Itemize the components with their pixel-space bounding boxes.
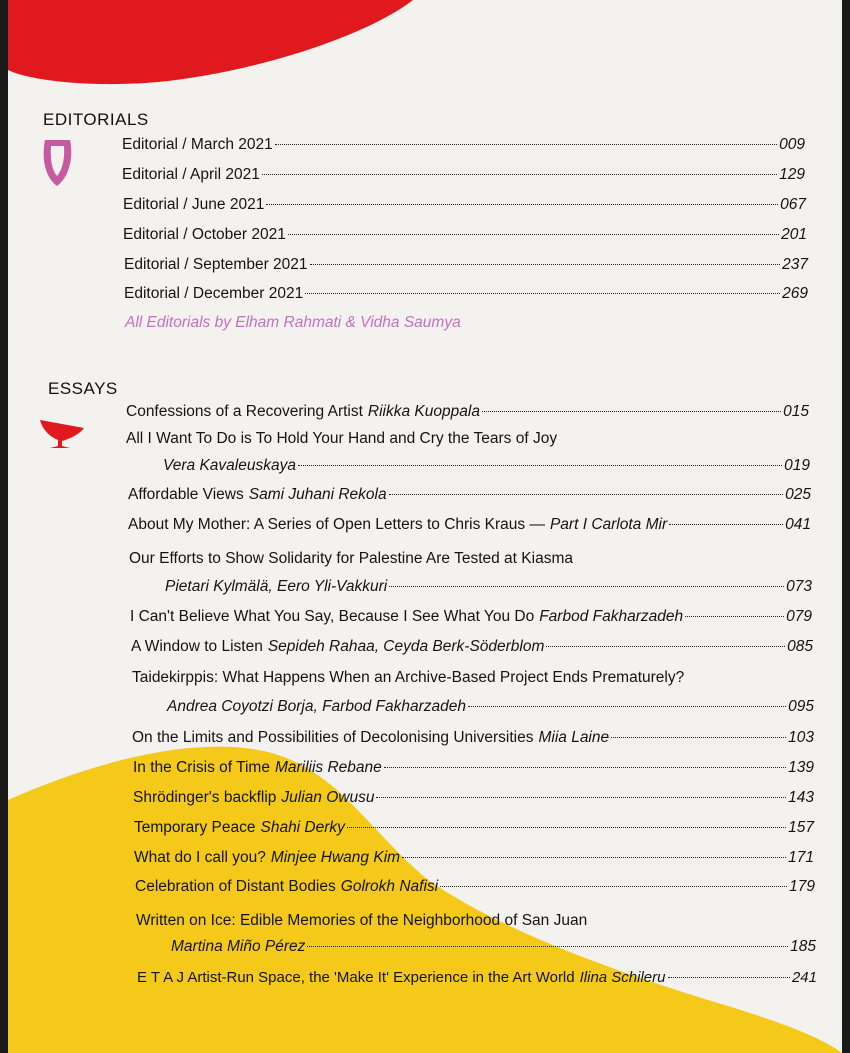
page-number: 095	[788, 698, 814, 715]
leader-dots	[402, 857, 786, 858]
leader-dots	[266, 204, 778, 205]
essay-author: Andrea Coyotzi Borja, Farbod Fakharzadeh	[167, 698, 466, 715]
essay-author: Part I Carlota Mir	[549, 516, 668, 533]
essay-author: Minjee Hwang Kim	[270, 849, 401, 866]
essay-title: I Can't Believe What You Say, Because I See What You Do	[130, 608, 535, 625]
essay-entry[interactable]	[137, 969, 817, 986]
essay-entry[interactable]	[163, 457, 810, 475]
leader-dots	[384, 767, 786, 768]
contents-page	[8, 0, 842, 1053]
leader-dots	[546, 646, 785, 647]
essay-title: About My Mother: A Series of Open Letters to Chris Kraus —	[128, 516, 545, 533]
red-blob-shape	[8, 0, 413, 84]
editorial-entry[interactable]	[122, 166, 805, 184]
leader-dots	[310, 264, 781, 265]
essay-author: Riikka Kuoppala	[367, 403, 480, 420]
page-number: 241	[791, 969, 817, 986]
essay-entry[interactable]	[171, 938, 816, 956]
essay-author: Sami Juhani Rekola	[248, 486, 387, 503]
essay-title[interactable]: Taidekirppis: What Happens When an Archive-Based Project Ends Prematurely?	[132, 669, 685, 686]
page-number: 185	[790, 938, 816, 955]
essay-author: Pietari Kylmälä, Eero Yli-Vakkuri	[165, 578, 388, 595]
essay-entry[interactable]	[130, 608, 812, 626]
leader-dots	[669, 524, 783, 525]
page-number: 157	[788, 819, 814, 836]
page-number: 269	[782, 285, 808, 302]
page-number: 201	[781, 226, 807, 243]
leader-dots	[389, 586, 784, 587]
entry-title: Editorial / September 2021	[124, 256, 308, 273]
essay-author: Ilina Schileru	[579, 969, 666, 986]
entry-title: Editorial / October 2021	[123, 226, 286, 243]
page-number: 179	[789, 878, 815, 895]
essay-title: A Window to Listen	[131, 638, 263, 655]
essay-title: What do I call you?	[134, 849, 266, 866]
leader-dots	[611, 737, 786, 738]
essay-title: Temporary Peace	[134, 819, 256, 836]
leader-dots	[307, 946, 788, 947]
leader-dots	[376, 797, 786, 798]
page-number: 129	[779, 166, 805, 183]
essay-title[interactable]: All I Want To Do is To Hold Your Hand and Cry the Tears of Joy	[126, 430, 558, 447]
page-number: 073	[786, 578, 812, 595]
essay-entry[interactable]	[126, 403, 809, 421]
essay-entry[interactable]	[132, 729, 814, 747]
essays-heading: ESSAYS	[48, 379, 118, 398]
essay-author: Shahi Derky	[260, 819, 345, 836]
leader-dots	[668, 977, 790, 978]
page-number: 067	[780, 196, 806, 213]
editorials-credit: All Editorials by Elham Rahmati & Vidha Saumya	[125, 314, 461, 331]
editorials-heading: EDITORIALS	[43, 110, 149, 129]
essay-entry[interactable]	[128, 486, 811, 504]
essay-title[interactable]: Written on Ice: Edible Memories of the Neighborhood of San Juan	[136, 912, 588, 929]
essay-title: Celebration of Distant Bodies	[135, 878, 336, 895]
essay-author: Vera Kavaleuskaya	[163, 457, 296, 474]
essay-author: Miia Laine	[538, 729, 610, 746]
essay-author: Martina Miño Pérez	[171, 938, 306, 955]
editorial-entry[interactable]	[122, 136, 805, 154]
page-number: 009	[779, 136, 805, 153]
leader-dots	[468, 706, 786, 707]
essay-entry[interactable]	[133, 759, 814, 777]
essay-entry[interactable]	[165, 578, 812, 596]
page-number: 237	[782, 256, 808, 273]
editorial-entry[interactable]	[124, 256, 808, 274]
page-number: 143	[788, 789, 814, 806]
entry-title: Editorial / March 2021	[122, 136, 273, 153]
essay-author: Mariliis Rebane	[274, 759, 382, 776]
page-number: 041	[785, 516, 811, 533]
essay-title: On the Limits and Possibilities of Decolonising Universities	[132, 729, 534, 746]
page-number: 079	[786, 608, 812, 625]
editorial-entry[interactable]	[123, 196, 806, 214]
essay-title: Affordable Views	[128, 486, 244, 503]
red-chalice-icon	[40, 420, 84, 448]
entry-title: Editorial / June 2021	[123, 196, 265, 213]
essay-entry[interactable]	[133, 789, 814, 807]
essay-title: In the Crisis of Time	[133, 759, 270, 776]
essay-entry[interactable]	[128, 516, 811, 534]
leader-dots	[275, 144, 777, 145]
leader-dots	[305, 293, 780, 294]
leader-dots	[389, 494, 784, 495]
leader-dots	[685, 616, 784, 617]
pink-drop-icon	[44, 140, 72, 186]
leader-dots	[440, 886, 787, 887]
page-number: 085	[787, 638, 813, 655]
essay-author: Sepideh Rahaa, Ceyda Berk-Söderblom	[267, 638, 545, 655]
essay-title: Shrödinger's backflip	[133, 789, 277, 806]
editorial-entry[interactable]	[123, 226, 807, 244]
leader-dots	[482, 411, 781, 412]
page-number: 025	[785, 486, 811, 503]
page-number: 015	[783, 403, 809, 420]
essay-entry[interactable]	[167, 698, 814, 716]
essay-author: Julian Owusu	[281, 789, 375, 806]
essay-entry[interactable]	[131, 638, 813, 656]
leader-dots	[298, 465, 782, 466]
essay-author: Golrokh Nafisi	[340, 878, 439, 895]
essay-title: Confessions of a Recovering Artist	[126, 403, 363, 420]
essay-entry[interactable]	[134, 819, 814, 837]
essay-entry[interactable]	[134, 849, 814, 867]
leader-dots	[347, 827, 786, 828]
essay-entry[interactable]	[135, 878, 815, 896]
entry-title: Editorial / April 2021	[122, 166, 260, 183]
page-number: 139	[788, 759, 814, 776]
essay-title[interactable]: Our Efforts to Show Solidarity for Palestine Are Tested at Kiasma	[129, 550, 573, 567]
editorial-entry[interactable]	[124, 285, 808, 303]
page-number: 171	[788, 849, 814, 866]
leader-dots	[262, 174, 777, 175]
essay-title: E T A J Artist-Run Space, the 'Make It' Experience in the Art World	[137, 969, 575, 986]
essay-author: Farbod Fakharzadeh	[539, 608, 684, 625]
page-number: 103	[788, 729, 814, 746]
page-number: 019	[784, 457, 810, 474]
leader-dots	[288, 234, 779, 235]
entry-title: Editorial / December 2021	[124, 285, 304, 302]
